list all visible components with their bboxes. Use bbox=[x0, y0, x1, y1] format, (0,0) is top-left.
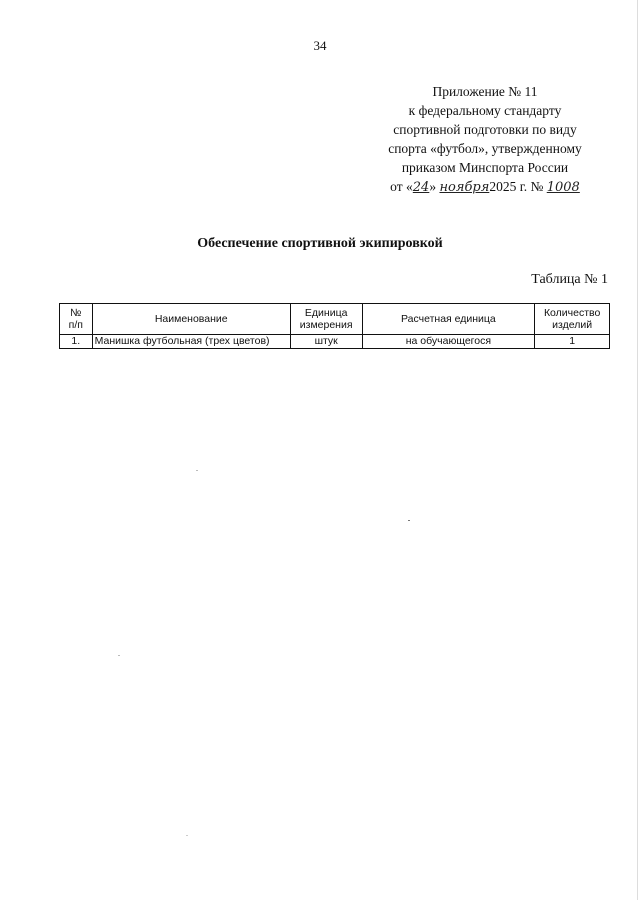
table-row bbox=[60, 335, 610, 349]
appendix-line: спортивной подготовки по виду bbox=[393, 122, 577, 137]
date-mid: » bbox=[429, 179, 437, 194]
header-name: Наименование bbox=[92, 304, 290, 335]
equipment-table bbox=[59, 303, 610, 349]
appendix-line: Приложение № 11 bbox=[432, 84, 538, 99]
header-unit-line1: Единица bbox=[304, 307, 348, 319]
handwritten-month: ноября bbox=[439, 180, 490, 195]
scan-speck bbox=[408, 520, 410, 521]
header-unit bbox=[290, 304, 362, 335]
scan-speck bbox=[196, 470, 198, 471]
date-year: 2025 г. № bbox=[489, 179, 544, 194]
header-unit-line2: измерения bbox=[299, 319, 353, 331]
appendix-block bbox=[360, 82, 610, 197]
header-qty-line1: Количество bbox=[543, 307, 601, 319]
cell-name: Манишка футбольная (трех цветов) bbox=[92, 335, 290, 349]
header-no-line1: № bbox=[70, 307, 82, 319]
scan-speck bbox=[118, 655, 120, 656]
order-date-line bbox=[360, 177, 610, 197]
cell-no: 1. bbox=[60, 335, 93, 349]
header-quantity bbox=[535, 304, 610, 335]
date-prefix: от « bbox=[390, 179, 413, 194]
scan-speck bbox=[186, 835, 188, 836]
cell-quantity: 1 bbox=[535, 335, 610, 349]
page-number: 34 bbox=[313, 38, 327, 53]
header-no-line2: п/п bbox=[68, 319, 83, 331]
appendix-line: приказом Минспорта России bbox=[401, 160, 569, 175]
cell-calc-unit: на обучающегося bbox=[362, 335, 535, 349]
document-heading: Обеспечение спортивной экипировкой bbox=[197, 236, 443, 251]
handwritten-order-number: 1008 bbox=[546, 180, 580, 195]
table-label: Таблица № 1 bbox=[531, 272, 608, 287]
header-qty-line2: изделий bbox=[552, 319, 593, 331]
header-no bbox=[60, 304, 93, 335]
header-calc-unit: Расчетная единица bbox=[362, 304, 535, 335]
table-header-row bbox=[60, 304, 610, 335]
handwritten-day: 24 bbox=[412, 180, 430, 195]
cell-unit: штук bbox=[290, 335, 362, 349]
appendix-line: к федеральному стандарту bbox=[408, 103, 562, 118]
scan-edge bbox=[637, 0, 638, 900]
appendix-line: спорта «футбол», утвержденному bbox=[388, 141, 582, 156]
